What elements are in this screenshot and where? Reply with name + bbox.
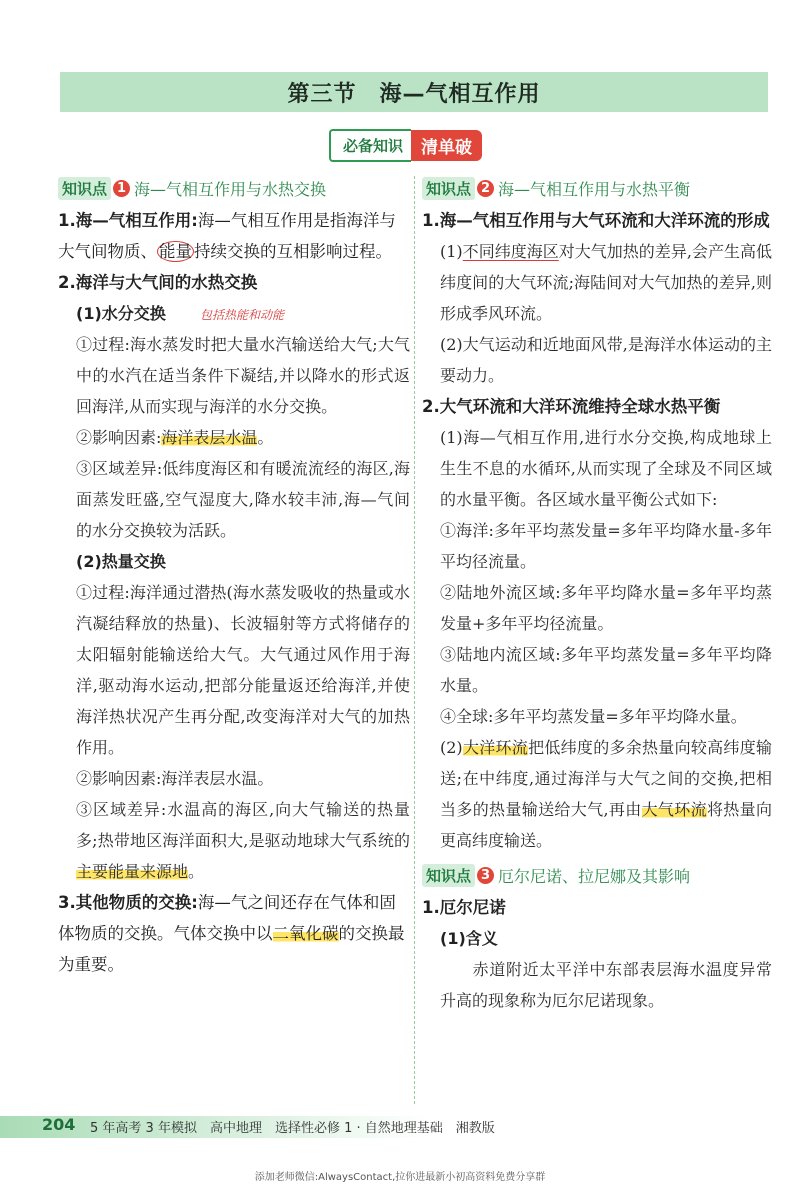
knowledge-point-title: 厄尔尼诺、拉尼娜及其影响: [498, 866, 691, 886]
book-series: 5 年高考 3 年模拟 高中地理 选择性必修 1 · 自然地理基础 湘教版: [90, 1121, 495, 1136]
right-column: [422, 173, 772, 1016]
factor-end: 。: [257, 428, 274, 447]
knowledge-point-number: 3: [477, 867, 494, 884]
circled-term: 能量: [159, 242, 192, 261]
knowledge-point-title: 海—气相互作用与水热交换: [134, 179, 327, 199]
water-exchange-factor: [58, 422, 410, 453]
highlight-sea-surface-temp: 海洋表层水温: [161, 428, 258, 447]
highlight-atmospheric-circulation: 大气环流: [641, 800, 707, 819]
formula-global: ④全球:多年平均蒸发量=多年平均降水量。: [440, 707, 747, 726]
heat-exchange-regional: [58, 794, 410, 887]
highlight-co2: 二氧化碳: [272, 924, 339, 943]
left-column: [58, 173, 410, 980]
right-section-1-heading: 1.海—气相互作用与大气环流和大洋环流的形成: [422, 211, 770, 230]
water-exchange-regional: ③区域差异:低纬度海区和有暖流流经的海区,海面蒸发旺盛,空气湿度大,降水较丰沛,海—气间的水分交换较为活跃。: [76, 459, 410, 540]
knowledge-point-title: 海—气相互作用与水热平衡: [498, 179, 691, 199]
subsection-water-exchange: (1)水分交换: [76, 304, 166, 323]
section-title-bar: [60, 72, 768, 112]
el-nino-definition: [422, 954, 772, 1016]
section-1: [58, 205, 410, 267]
el-nino-definition-text: 赤道附近太平洋中东部表层海水温度异常升高的现象称为厄尔尼诺现象。: [440, 960, 772, 1010]
heat-transport: [422, 732, 772, 856]
section-1-text-b: 持续交换的互相影响过程。: [194, 242, 392, 261]
knowledge-point-3-header: [422, 862, 772, 888]
regional-end: 。: [188, 862, 205, 881]
highlight-main-energy-source: 主要能量来源地: [76, 862, 189, 881]
section-3-heading: 3.其他物质的交换:: [58, 893, 198, 912]
underline-latitude-areas: 不同纬度海区: [462, 242, 559, 261]
formula-exorheic: ②陆地外流区域:多年平均降水量=多年平均蒸发量+多年平均径流量。: [440, 583, 772, 633]
el-nino-definition-heading: (1)含义: [440, 929, 498, 948]
item-num: (1): [440, 242, 463, 261]
water-exchange-process: ①过程:海水蒸发时把大量水汽输送给大气;大气中的水汽在适当条件下凝结,并以降水的形式返回海洋,从而实现与海洋的水分交换。: [76, 335, 410, 416]
handwritten-note: 包括热能和动能: [200, 308, 285, 322]
knowledge-point-2-header: [422, 175, 772, 201]
knowledge-point-number: 2: [477, 180, 494, 197]
el-nino-heading: 1.厄尔尼诺: [422, 898, 506, 917]
section-3-end: 的交换最为重要。: [58, 924, 405, 974]
heat-exchange-factor: ②影响因素:海洋表层水温。: [76, 769, 274, 788]
water-balance-intro: (1)海—气相互作用,进行水分交换,构成地球上生生不息的水循环,从而实现了全球及不同区域的水量平衡。各区域水量平衡公式如下:: [440, 428, 772, 509]
badge-part2: 清单破: [411, 130, 482, 161]
watermark-note: 添加老师微信:AlwaysContact,拉你进最新小初高资料免费分享群: [254, 1172, 546, 1183]
page-number: 204: [42, 1115, 76, 1134]
formula-endorheic: ③陆地内流区域:多年平均蒸发量=多年平均降水量。: [440, 645, 772, 695]
section-1-heading: 1.海—气相互作用:: [58, 211, 198, 230]
must-know-badge: [329, 128, 482, 162]
section-1-text-a: 海—气相互作用是指海洋与大气间物质、: [58, 211, 396, 261]
right-section-2-heading: 2.大气环流和大洋环流维持全球水热平衡: [422, 397, 721, 416]
section-title: 第三节 海—气相互作用: [287, 81, 541, 107]
knowledge-point-tag: 知识点: [422, 177, 475, 200]
heat-transport-text: 把低纬度的多余热量向较高纬度输送;在中纬度,通过海洋与大气之间的交换,把相当多的热量输送给大气,再由: [440, 738, 772, 819]
column-divider: [414, 176, 415, 1104]
knowledge-point-tag: 知识点: [422, 864, 475, 887]
heat-exchange-process: ①过程:海洋通过潜热(海水蒸发吸收的热量或水汽凝结释放的热量)、长波辐射等方式将储存的太阳辐射能输送给大气。大气通过风作用于海洋,驱动海水运动,把部分能量返还给海洋,并使海洋热状况产生再分配,改变海洋对大气的加热作用。: [76, 583, 410, 757]
circulation-text: 对大气加热的差异,会产生高低纬度间的大气环流;海陆间对大气加热的差异,则形成季风环流。: [440, 242, 772, 323]
item-num: (2): [440, 738, 463, 757]
page-footer: [0, 1112, 800, 1138]
formula-ocean: ①海洋:多年平均蒸发量=多年平均降水量-多年平均径流量。: [440, 521, 772, 571]
knowledge-point-1-header: [58, 175, 410, 201]
knowledge-point-tag: 知识点: [58, 177, 111, 200]
ocean-motion-driver: (2)大气运动和近地面风带,是海洋水体运动的主要动力。: [440, 335, 772, 385]
highlight-ocean-circulation: 大洋环流: [462, 738, 529, 757]
knowledge-point-number: 1: [113, 180, 130, 197]
heat-transport-end: 将热量向更高纬度输送。: [440, 800, 772, 850]
regional-text: ③区域差异:水温高的海区,向大气输送的热量多;热带地区海洋面积大,是驱动地球大气系统的: [76, 800, 410, 850]
subsection-heat-exchange: (2)热量交换: [76, 552, 166, 571]
section-2-heading: 2.海洋与大气间的水热交换: [58, 273, 258, 292]
section-3: [58, 887, 410, 980]
factor-label: ②影响因素:: [76, 428, 162, 447]
section-3-text: 海—气之间还存在气体和固体物质的交换。气体交换中以: [58, 893, 396, 943]
badge-part1: 必备知识: [329, 129, 411, 162]
circulation-formation: [422, 236, 772, 329]
